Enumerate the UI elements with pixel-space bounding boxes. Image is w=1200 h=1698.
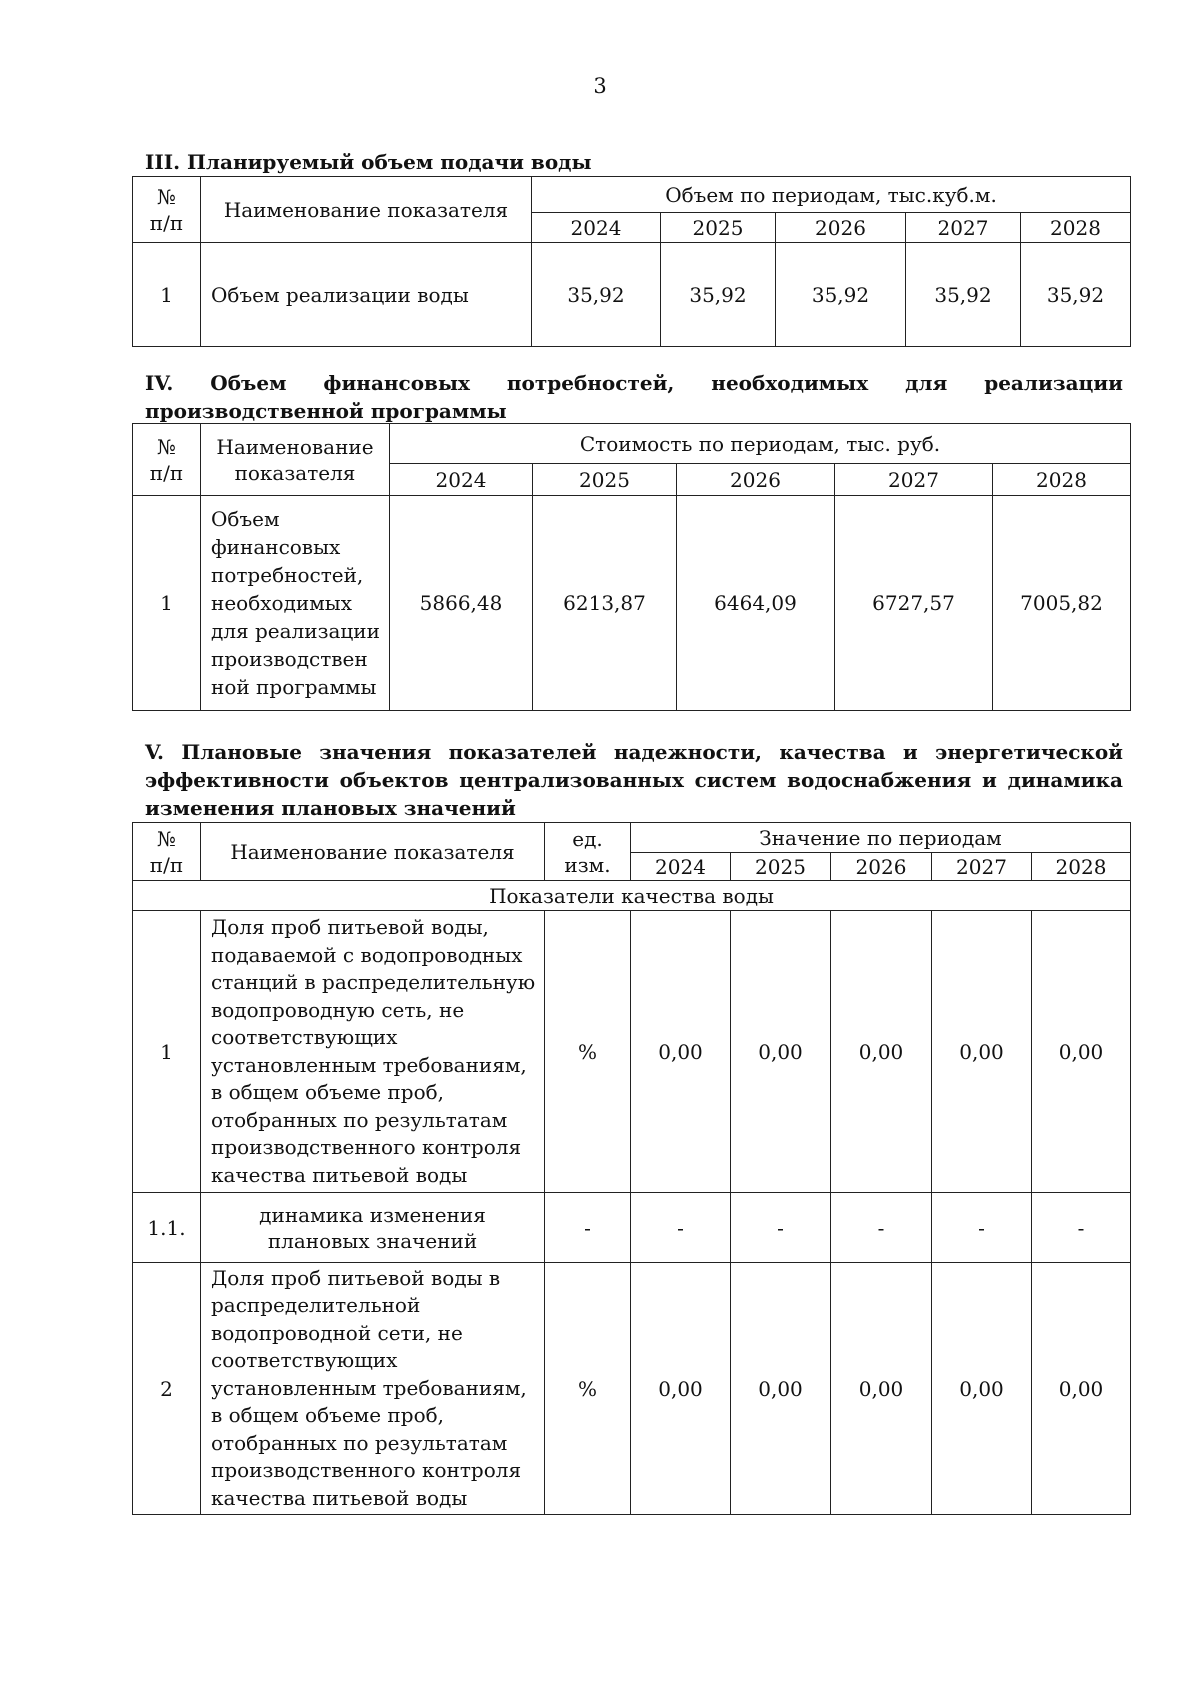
row-value: 35,92 bbox=[776, 243, 906, 347]
row-unit: % bbox=[545, 911, 631, 1193]
s3-year: 2025 bbox=[661, 213, 776, 243]
page-number: 3 bbox=[593, 74, 607, 98]
row-value: 35,92 bbox=[1021, 243, 1131, 347]
s5-year: 2028 bbox=[1032, 853, 1131, 881]
row-value: 6727,57 bbox=[835, 496, 993, 711]
row-value: 0,00 bbox=[731, 1263, 831, 1515]
row-name: Доля проб питьевой воды, подаваемой с водопроводных станций в распределительную водопроводную сеть, не соответствующих установленным требованиям, в общем объеме проб, отобранных по результатам производственного контроля качества питьевой воды bbox=[201, 911, 545, 1193]
section-4-title: IV. Объем финансовых потребностей, необходимых для реализации производственной программы bbox=[145, 371, 1123, 423]
row-name: динамика изменения плановых значений bbox=[201, 1193, 545, 1263]
s5-header-name: Наименование показателя bbox=[201, 823, 545, 881]
s5-header-group: Значение по периодам bbox=[631, 823, 1131, 853]
row-value: 0,00 bbox=[831, 1263, 932, 1515]
row-value: 0,00 bbox=[932, 911, 1032, 1193]
row-value: - bbox=[932, 1193, 1032, 1263]
row-number: 1.1. bbox=[133, 1193, 201, 1263]
row-number: 1 bbox=[133, 243, 201, 347]
s3-year: 2028 bbox=[1021, 213, 1131, 243]
row-value: 0,00 bbox=[932, 1263, 1032, 1515]
row-value: 35,92 bbox=[661, 243, 776, 347]
row-value: - bbox=[1032, 1193, 1131, 1263]
row-unit: - bbox=[545, 1193, 631, 1263]
s3-year: 2026 bbox=[776, 213, 906, 243]
s4-header-group: Стоимость по периодам, тыс. руб. bbox=[390, 424, 1131, 464]
table-row bbox=[133, 1263, 1131, 1515]
s4-year: 2028 bbox=[993, 464, 1131, 496]
row-value: 0,00 bbox=[631, 1263, 731, 1515]
s5-header-num: № п/п bbox=[133, 823, 201, 881]
s5-year: 2026 bbox=[831, 853, 932, 881]
s4-year: 2027 bbox=[835, 464, 993, 496]
s3-header-group: Объем по периодам, тыс.куб.м. bbox=[532, 177, 1131, 213]
row-value: 6213,87 bbox=[533, 496, 677, 711]
table-row bbox=[133, 496, 1131, 711]
row-value: 6464,09 bbox=[677, 496, 835, 711]
row-value: - bbox=[631, 1193, 731, 1263]
row-value: - bbox=[831, 1193, 932, 1263]
row-value: 0,00 bbox=[631, 911, 731, 1193]
row-value: 5866,48 bbox=[390, 496, 533, 711]
row-name: Объем финансовых потребностей, необходимых для реализации производствен ной программы bbox=[201, 496, 390, 711]
s3-year: 2024 bbox=[532, 213, 661, 243]
s3-year: 2027 bbox=[906, 213, 1021, 243]
row-unit: % bbox=[545, 1263, 631, 1515]
row-value: - bbox=[731, 1193, 831, 1263]
s5-year: 2025 bbox=[731, 853, 831, 881]
section-3-table bbox=[132, 176, 1131, 347]
row-value: 35,92 bbox=[906, 243, 1021, 347]
row-value: 35,92 bbox=[532, 243, 661, 347]
section-5-table bbox=[132, 822, 1131, 1515]
row-name: Объем реализации воды bbox=[201, 243, 532, 347]
section-4-table bbox=[132, 423, 1131, 711]
section-3-title: III. Планируемый объем подачи воды bbox=[145, 150, 592, 174]
row-value: 0,00 bbox=[1032, 1263, 1131, 1515]
s5-subheader: Показатели качества воды bbox=[133, 881, 1131, 911]
s4-header-num: № п/п bbox=[133, 424, 201, 496]
row-value: 0,00 bbox=[731, 911, 831, 1193]
table-row bbox=[133, 1193, 1131, 1263]
row-number: 2 bbox=[133, 1263, 201, 1515]
row-value: 7005,82 bbox=[993, 496, 1131, 711]
s4-header-name: Наименование показателя bbox=[201, 424, 390, 496]
s5-header-unit: ед. изм. bbox=[545, 823, 631, 881]
s4-year: 2026 bbox=[677, 464, 835, 496]
table-row bbox=[133, 243, 1131, 347]
s3-header-name: Наименование показателя bbox=[201, 177, 532, 243]
section-5-title: V. Плановые значения показателей надежности, качества и энергетической эффективности объектов централизованных систем водоснабжения и динамика изменения плановых значений bbox=[145, 740, 1123, 820]
row-number: 1 bbox=[133, 911, 201, 1193]
s4-year: 2024 bbox=[390, 464, 533, 496]
table-row bbox=[133, 911, 1131, 1193]
row-name: Доля проб питьевой воды в распределительной водопроводной сети, не соответствующих установленным требованиям, в общем объеме проб, отобранных по результатам производственного контроля качества питьевой воды bbox=[201, 1263, 545, 1515]
s5-year: 2027 bbox=[932, 853, 1032, 881]
s4-year: 2025 bbox=[533, 464, 677, 496]
s3-header-num: № п/п bbox=[133, 177, 201, 243]
row-value: 0,00 bbox=[831, 911, 932, 1193]
row-value: 0,00 bbox=[1032, 911, 1131, 1193]
row-number: 1 bbox=[133, 496, 201, 711]
s5-year: 2024 bbox=[631, 853, 731, 881]
